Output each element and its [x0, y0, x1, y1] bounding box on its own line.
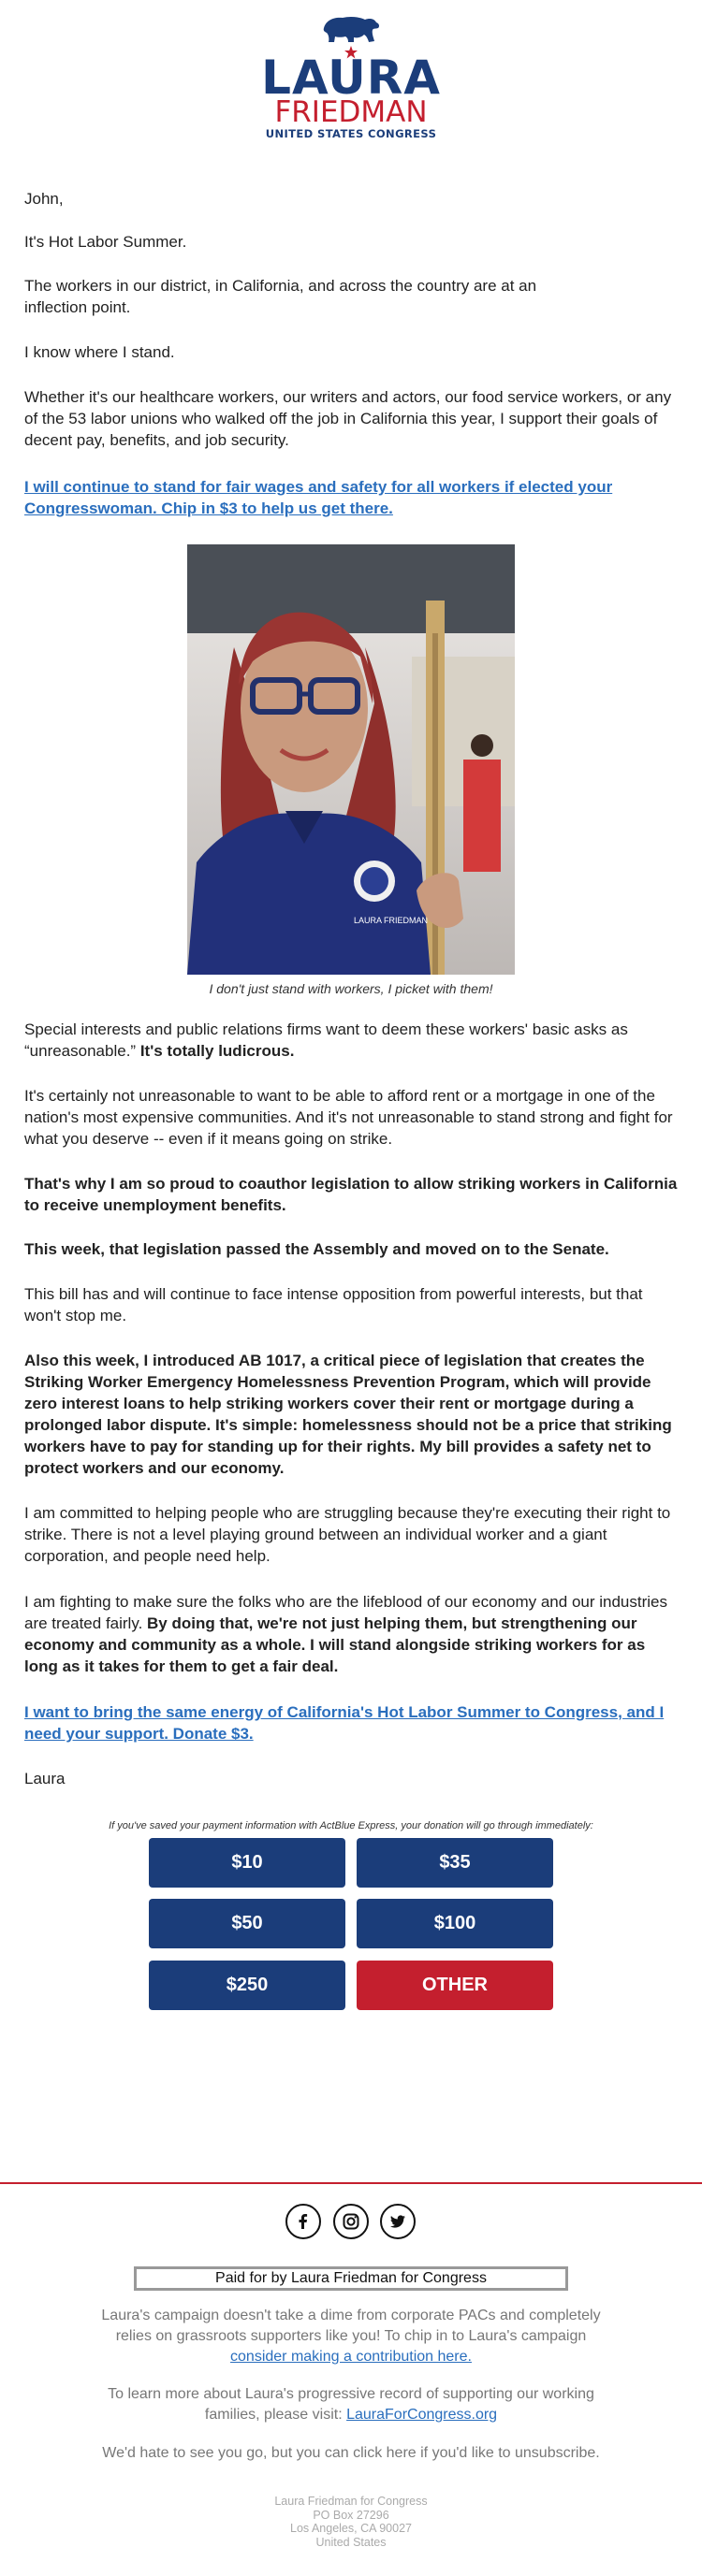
paragraph-5-text: Special interests and public relations firms want to deem these workers' basic asks as “unreasonable.” — [24, 1020, 628, 1060]
address-line: Laura Friedman for Congress — [274, 2495, 428, 2508]
donate-other-button[interactable]: OTHER — [357, 1961, 553, 2010]
bear-icon — [320, 13, 382, 45]
address-line: United States — [315, 2535, 387, 2549]
website-link[interactable]: LauraForCongress.org — [346, 2407, 498, 2423]
record-statement — [0, 2384, 702, 2425]
candidate-picket-image — [187, 544, 515, 975]
campaign-logo — [0, 0, 702, 159]
actblue-express-note: If you've saved your payment information with ActBlue Express, your donation will go through immediately: — [109, 1820, 593, 1831]
address-line: Los Angeles, CA 90027 — [290, 2522, 412, 2535]
record-statement-text: To learn more about Laura's progressive record of supporting our working families, please visit: — [108, 2386, 594, 2423]
logo-first-name: LAURA — [261, 51, 441, 105]
logo-tagline: UNITED STATES CONGRESS — [265, 127, 437, 140]
donate-100-button[interactable]: $100 — [357, 1899, 553, 1948]
unsubscribe-text[interactable]: We'd hate to see you go, but you can click here if you'd like to unsubscribe. — [102, 2445, 600, 2461]
paragraph-9: This bill has and will continue to face intense opposition from powerful interests, but that won't stop me. — [24, 1285, 643, 1324]
logo-last-name: FRIEDMAN — [274, 95, 428, 129]
paragraph-5-emphasis: It's totally ludicrous. — [139, 1042, 295, 1060]
paragraph-6: It's certainly not unreasonable to want to be able to afford rent or a mortgage in one of the nation's most expensive communities. And it's not unreasonable to stand strong and fight for what you deserve -- even if it means going on strike. — [24, 1087, 673, 1148]
paragraph-12-text: I am fighting to make sure the folks who are the lifeblood of our economy and our industries are treated fairly. — [24, 1593, 667, 1632]
donate-35-button[interactable]: $35 — [357, 1838, 553, 1888]
donate-50-button[interactable]: $50 — [149, 1899, 345, 1948]
donate-link-1[interactable]: I will continue to stand for fair wages and safety for all workers if elected your Congresswoman. Chip in $3 to help us get there. — [24, 478, 613, 517]
donate-250-button[interactable]: $250 — [149, 1961, 345, 2010]
paid-for-disclaimer: Paid for by Laura Friedman for Congress — [134, 2266, 568, 2291]
paragraph-11: I am committed to helping people who are struggling because they're executing their right to strike. There is not a level playing ground between an individual worker and a giant corporation, and people need help. — [24, 1504, 671, 1565]
paragraph-12 — [24, 1591, 680, 1677]
paragraph-2: The workers in our district, in California, and across the country are at an inflection point. — [24, 277, 537, 316]
record-statement-body — [103, 2384, 599, 2425]
paragraph-7: That's why I am so proud to coauthor legislation to allow striking workers in California to receive unemployment benefits. — [24, 1175, 678, 1214]
facebook-icon[interactable] — [285, 2204, 321, 2239]
photo-caption: I don't just stand with workers, I picket with them! — [209, 981, 493, 996]
svg-text:LAURA FRIEDMAN: LAURA FRIEDMAN — [354, 916, 429, 925]
paragraph-12-emphasis: By doing that, we're not just helping them, but strengthening our economy and community as a whole. I will stand alongside striking workers for as long as it takes for them to get a fair deal. — [24, 1614, 646, 1675]
greeting: John, — [24, 190, 64, 208]
paragraph-1: It's Hot Labor Summer. — [24, 233, 187, 251]
pac-statement-text: Laura's campaign doesn't take a dime from corporate PACs and completely relies on grassroots supporters like you! To chip in to Laura's campaign — [101, 2308, 601, 2344]
paragraph-8: This week, that legislation passed the Assembly and moved on to the Senate. — [24, 1240, 609, 1258]
address-line: PO Box 27296 — [313, 2508, 389, 2522]
candidate-photo — [187, 544, 515, 975]
mailing-address — [0, 2495, 702, 2549]
paragraph-3: I know where I stand. — [24, 343, 175, 361]
donate-link-2[interactable]: I want to bring the same energy of California's Hot Labor Summer to Congress, and I need your support. Donate $3. — [24, 1703, 665, 1743]
donate-10-button[interactable]: $10 — [149, 1838, 345, 1888]
instagram-icon[interactable] — [333, 2204, 369, 2239]
donate-link-paragraph-1 — [24, 476, 680, 519]
paragraph-5 — [24, 1019, 680, 1062]
signature: Laura — [24, 1770, 66, 1787]
donate-link-paragraph-2 — [24, 1701, 680, 1744]
paragraph-4: Whether it's our healthcare workers, our writers and actors, our food service workers, or any of the 53 labor unions who walked off the job in California this year, I support their goals of decent pay, benefits, and job security. — [24, 388, 672, 449]
contribution-link[interactable]: consider making a contribution here. — [230, 2349, 472, 2365]
twitter-icon[interactable] — [380, 2204, 416, 2239]
pac-statement — [0, 2306, 702, 2367]
paragraph-10: Also this week, I introduced AB 1017, a critical piece of legislation that creates the Striking Worker Emergency Homelessness Prevention Program, which will provide zero interest loans to help striking workers cover their rent or mortgage during a prolonged labor dispute. It's simple: homelessness should not be a price that striking workers have to pay for standing up for their rights. My bill provides a safety net to protect workers and our economy. — [24, 1352, 672, 1477]
footer-divider — [0, 2182, 702, 2184]
